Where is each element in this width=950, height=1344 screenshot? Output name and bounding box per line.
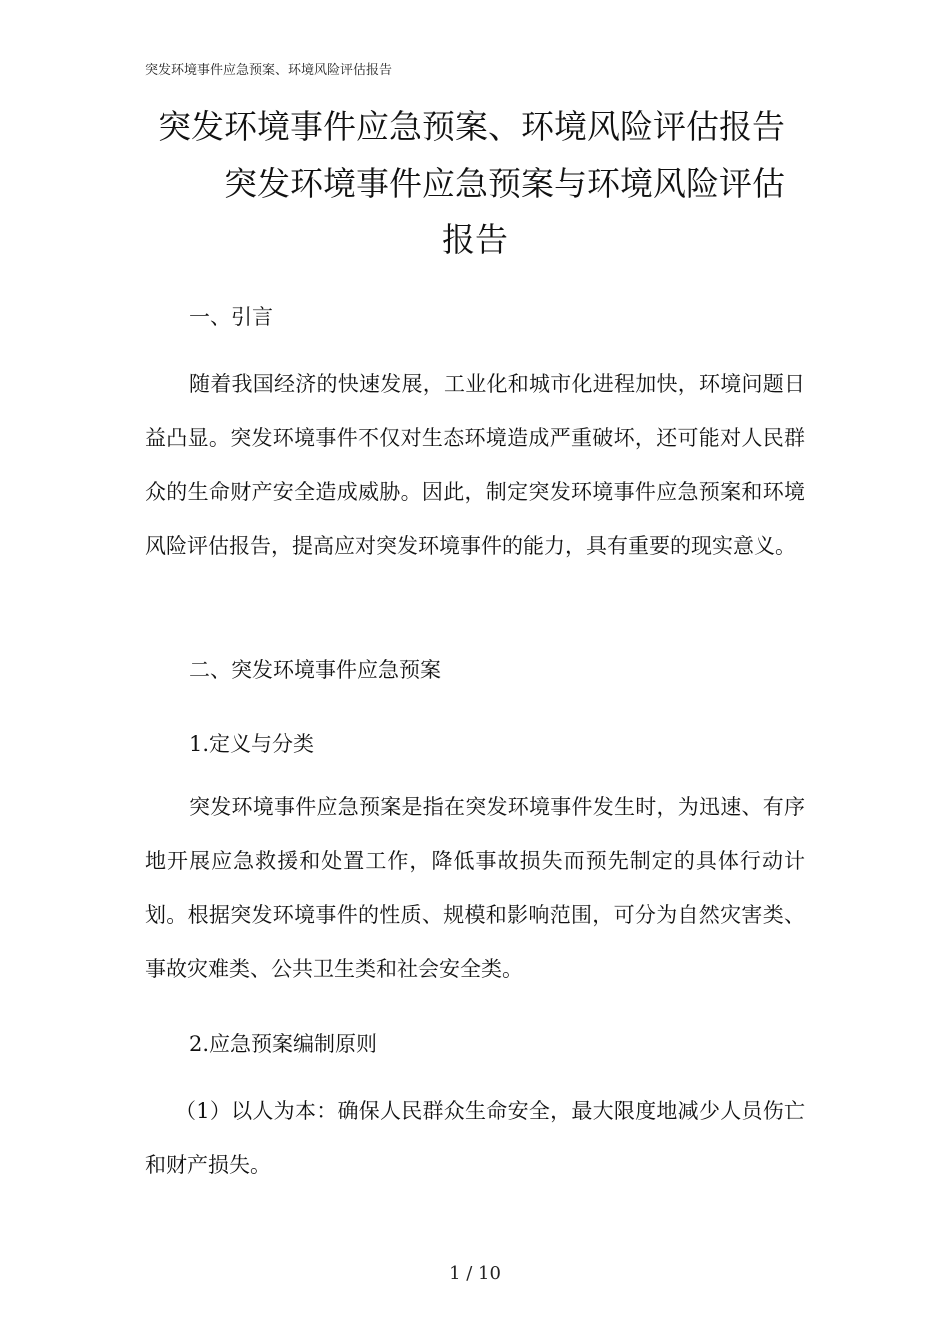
running-header: 突发环境事件应急预案、环境风险评估报告 [145, 63, 393, 78]
section-heading-emergency-plan: 二、突发环境事件应急预案 [189, 658, 441, 682]
page-number: 1 / 10 [449, 1263, 501, 1284]
document-title-line-3: 报告 [442, 220, 508, 259]
section-heading-intro: 一、引言 [189, 305, 273, 329]
subsection-heading-principles: 2.应急预案编制原则 [189, 1032, 378, 1056]
subsection-heading-definition: 1.定义与分类 [189, 732, 315, 756]
definition-paragraph: 突发环境事件应急预案是指在突发环境事件发生时，为迅速、有序地开展应急救援和处置工作，降低事故损失而预先制定的具体行动计划。根据突发环境事件的性质、规模和影响范围，可分为自然灾害类、事故灾难类、公共卫生类和社会安全类。 [145, 795, 805, 981]
document-title-line-2: 突发环境事件应急预案与环境风险评估 [224, 164, 785, 203]
document-title-line-1: 突发环境事件应急预案、环境风险评估报告 [158, 107, 785, 146]
principle-item-1: （1）以人为本：确保人民群众生命安全，最大限度地减少人员伤亡和财产损失。 [145, 1099, 805, 1177]
intro-paragraph: 随着我国经济的快速发展，工业化和城市化进程加快，环境问题日益凸显。突发环境事件不仅对生态环境造成严重破坏，还可能对人民群众的生命财产安全造成威胁。因此，制定突发环境事件应急预案和环境风险评估报告，提高应对突发环境事件的能力，具有重要的现实意义。 [145, 372, 805, 558]
